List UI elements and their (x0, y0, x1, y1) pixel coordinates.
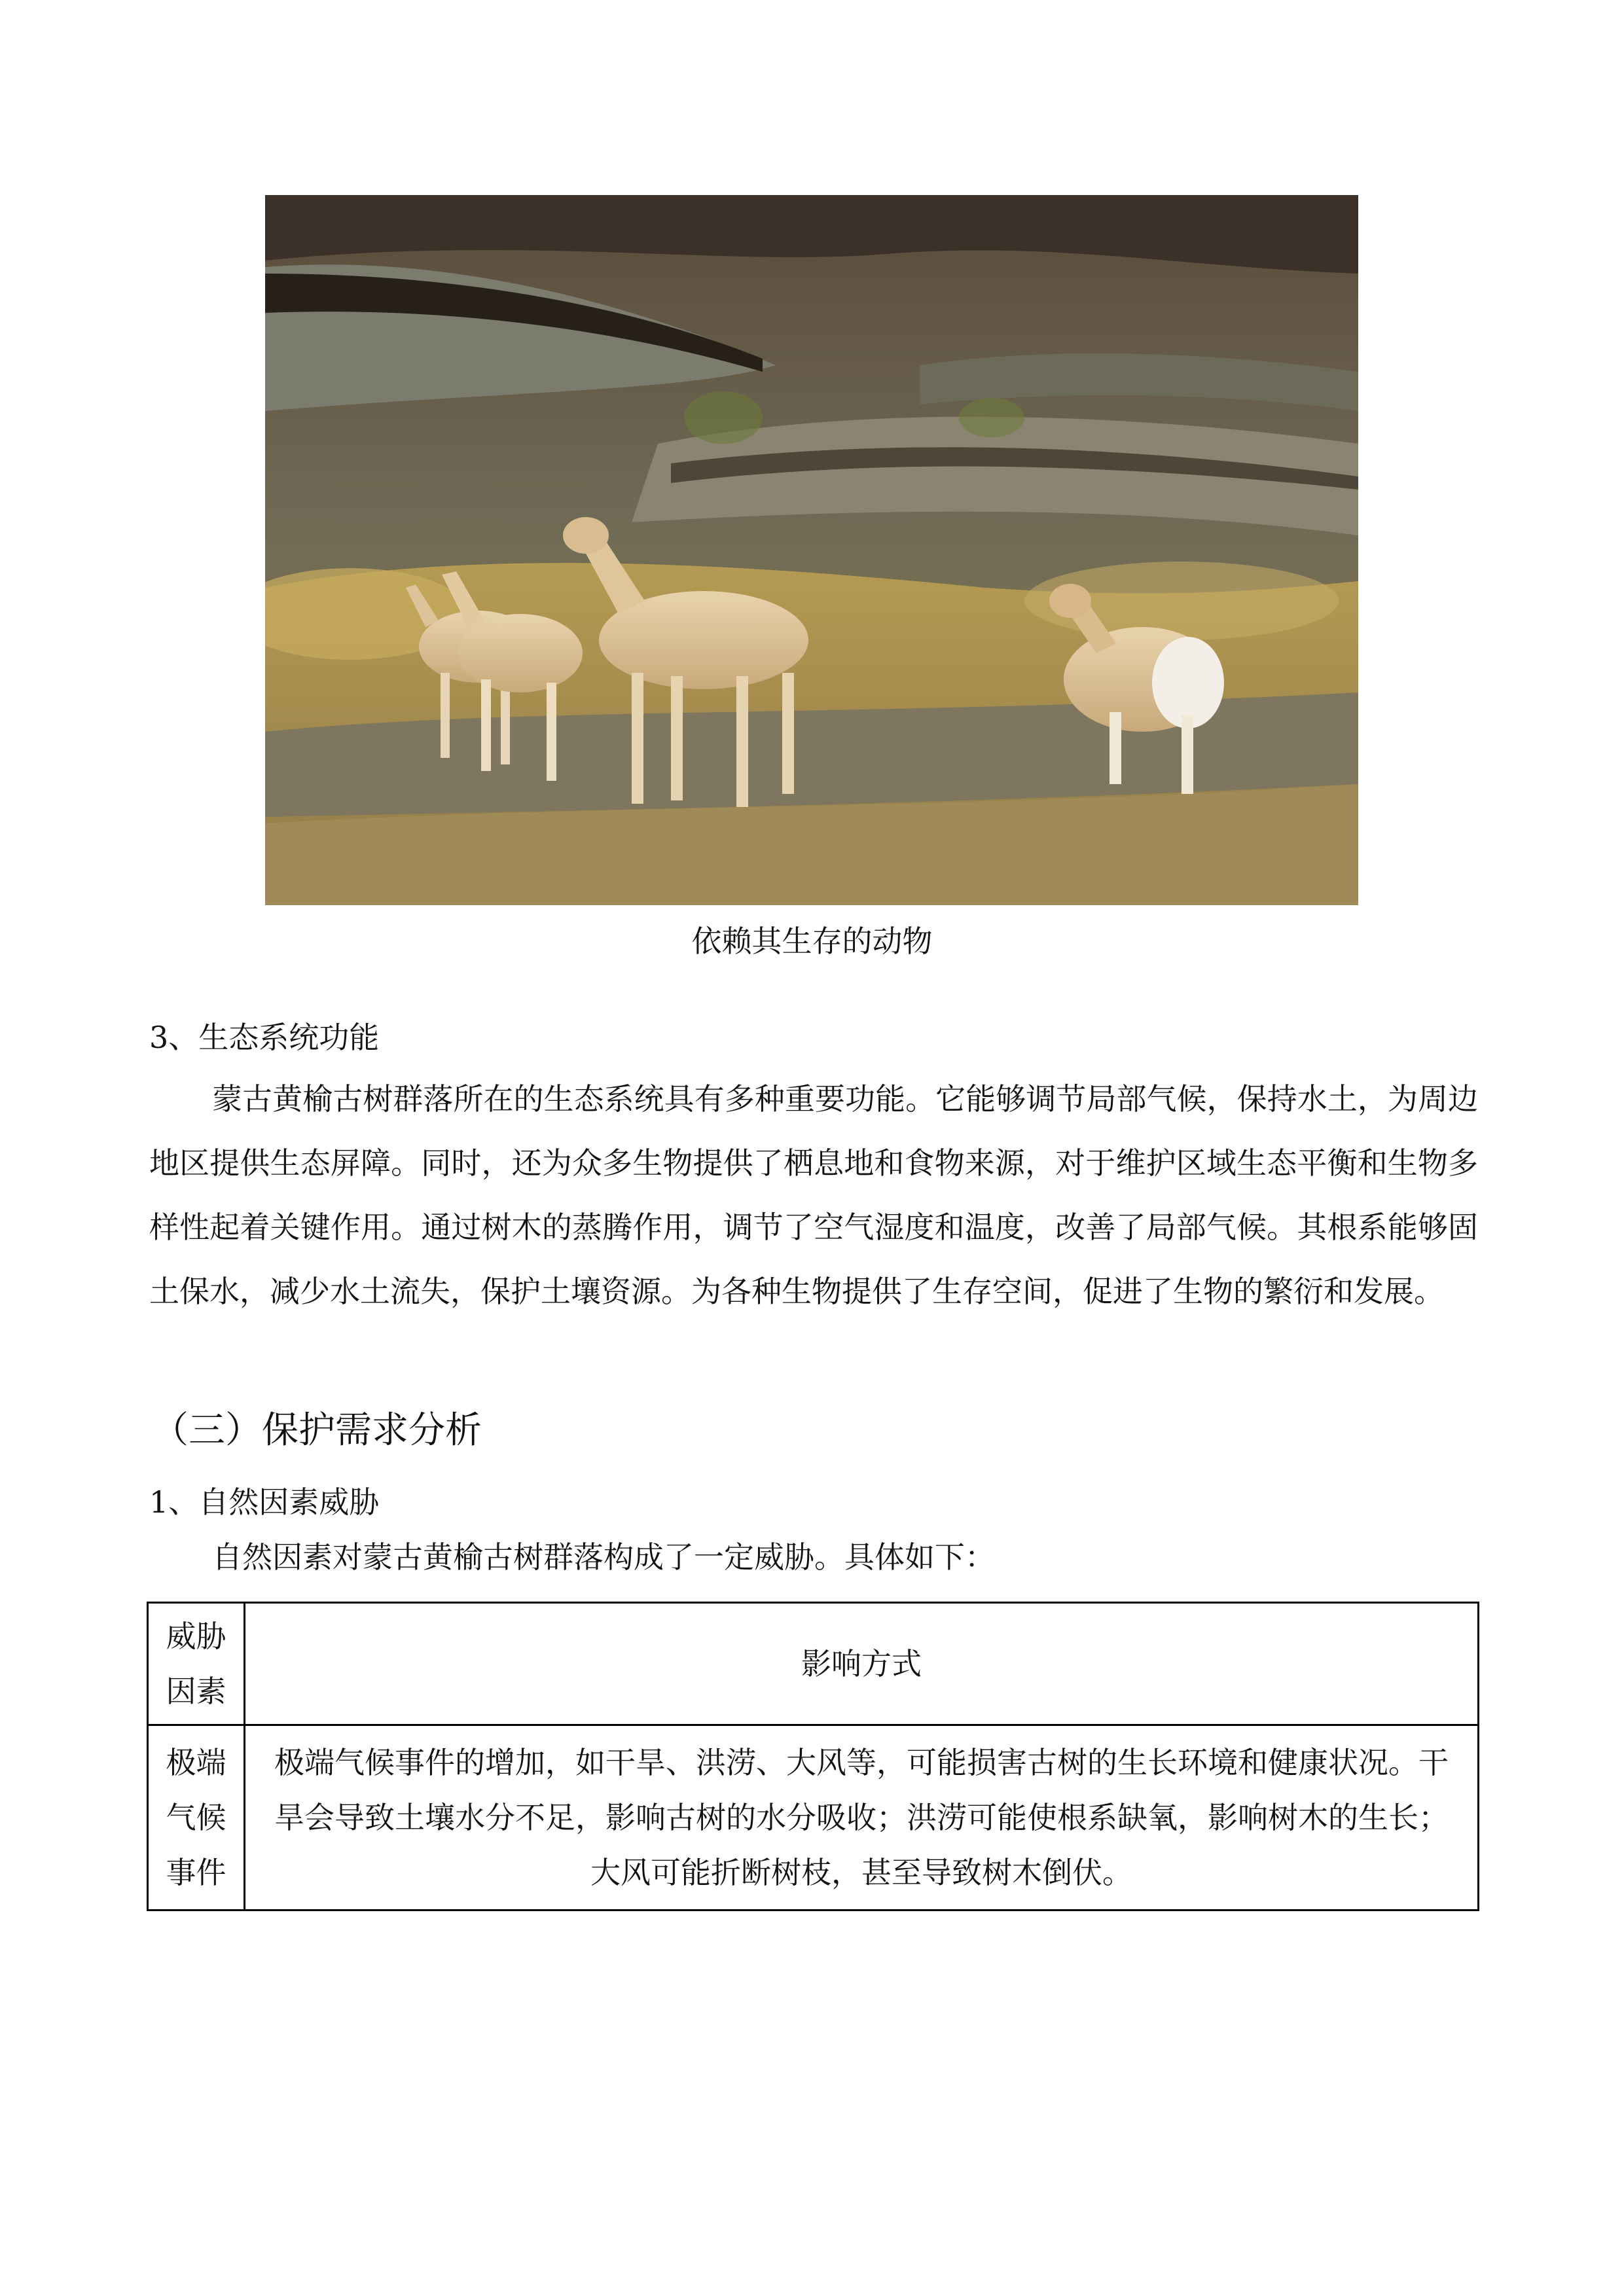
section-heading: 3、生态系统功能 (149, 1020, 380, 1055)
part-heading: （三）保护需求分析 (152, 1409, 482, 1452)
header-impact: 影响方式 (245, 1603, 1479, 1725)
threat-table (147, 1602, 1479, 1911)
table-row (148, 1725, 1479, 1910)
cell-threat-factor: 极端气候事件 (148, 1725, 245, 1910)
header-threat-factor: 威胁因素 (148, 1603, 245, 1725)
intro-paragraph: 自然因素对蒙古黄榆古树群落构成了一定威胁。具体如下： (212, 1539, 995, 1575)
cell-impact: 极端气候事件的增加，如干旱、洪涝、大风等，可能损害古树的生长环境和健康状况。干旱会导致土壤水分不足，影响古树的水分吸收；洪涝可能使根系缺氧，影响树木的生长；大风可能折断树枝，甚至导致树木倒伏。 (245, 1725, 1479, 1910)
section-body: 蒙古黄榆古树群落所在的生态系统具有多种重要功能。它能够调节局部气候，保持水土，为周边地区提供生态屏障。同时，还为众多生物提供了栖息地和食物来源，对于维护区域生态平衡和生物多样性起着关键作用。通过树木的蒸腾作用，调节了空气湿度和温度，改善了局部气候。其根系能够固土保水，减少水土流失，保护土壤资源。为各种生物提供了生存空间，促进了生物的繁衍和发展。 (149, 1081, 1478, 1309)
animals-photo (265, 195, 1358, 905)
sub-heading: 1、自然因素威胁 (149, 1484, 380, 1520)
table-header-row (148, 1603, 1479, 1725)
figure-caption: 依赖其生存的动物 (691, 924, 933, 959)
